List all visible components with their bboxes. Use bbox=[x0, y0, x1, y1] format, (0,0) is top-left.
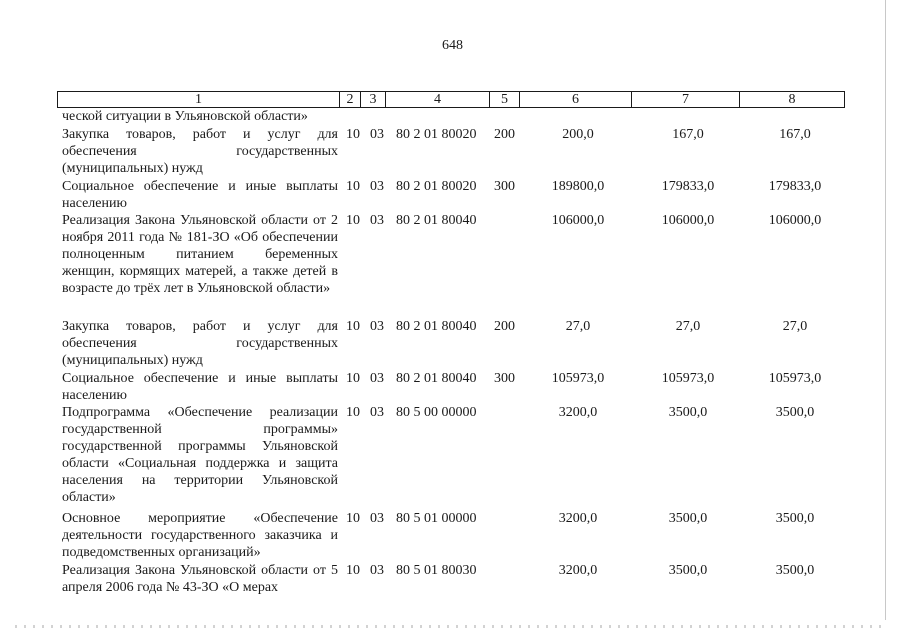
row-col-5: 200 bbox=[494, 127, 515, 142]
row-value-7: 167,0 bbox=[672, 127, 704, 142]
header-col-1: 1 bbox=[58, 92, 340, 107]
row-value-6: 200,0 bbox=[562, 127, 594, 142]
header-col-3: 3 bbox=[361, 92, 386, 107]
row-name: Реализация Закона Ульяновской области от 5 апреля 2006 года № 43-ЗО «О мерах bbox=[62, 563, 338, 595]
row-col-4: 80 2 01 80040 bbox=[396, 319, 477, 334]
row-value-6: 3200,0 bbox=[558, 405, 598, 420]
row-value-6: 3200,0 bbox=[558, 511, 598, 526]
row-col-4: 80 5 01 00000 bbox=[396, 511, 477, 526]
row-value-8: 3500,0 bbox=[775, 405, 815, 420]
row-col-3: 03 bbox=[370, 319, 384, 334]
page-number: 648 bbox=[442, 38, 463, 53]
row-name: ческой ситуации в Ульяновской области» bbox=[62, 109, 308, 124]
row-col-3: 03 bbox=[370, 179, 384, 194]
row-name: Социальное обеспечение и иные выплаты населению bbox=[62, 179, 338, 211]
header-col-6: 6 bbox=[520, 92, 632, 107]
row-name: Закупка товаров, работ и услуг для обеспечения государственных (муниципальных) нужд bbox=[62, 319, 338, 368]
row-name: Подпрограмма «Обеспечение реализации государственной программы» государственной программы Ульяновской области «Социальная поддержка и защита населения на территории Ульяновской области» bbox=[62, 405, 338, 505]
row-col-5: 200 bbox=[494, 319, 515, 334]
row-col-2: 10 bbox=[346, 213, 360, 228]
row-col-3: 03 bbox=[370, 127, 384, 142]
row-col-3: 03 bbox=[370, 511, 384, 526]
column-header-row bbox=[57, 91, 845, 108]
row-col-5: 300 bbox=[494, 179, 515, 194]
row-col-4: 80 2 01 80040 bbox=[396, 371, 477, 386]
row-col-2: 10 bbox=[346, 563, 360, 578]
row-col-4: 80 2 01 80020 bbox=[396, 179, 477, 194]
row-value-6: 3200,0 bbox=[558, 563, 598, 578]
row-col-3: 03 bbox=[370, 213, 384, 228]
row-value-8: 3500,0 bbox=[775, 511, 815, 526]
header-col-4: 4 bbox=[386, 92, 490, 107]
row-value-8: 3500,0 bbox=[775, 563, 815, 578]
row-name: Основное мероприятие «Обеспечение деятельности государственного заказчика и подведомственных организаций» bbox=[62, 511, 338, 560]
header-col-7: 7 bbox=[632, 92, 740, 107]
header-col-8: 8 bbox=[788, 92, 796, 107]
row-col-4: 80 2 01 80020 bbox=[396, 127, 477, 142]
row-value-7: 27,0 bbox=[675, 319, 701, 334]
row-col-2: 10 bbox=[346, 511, 360, 526]
row-col-2: 10 bbox=[346, 127, 360, 142]
header-col-5: 5 bbox=[490, 92, 520, 107]
row-value-8: 27,0 bbox=[782, 319, 808, 334]
row-col-2: 10 bbox=[346, 405, 360, 420]
row-value-6: 189800,0 bbox=[551, 179, 605, 194]
row-col-4: 80 5 01 80030 bbox=[396, 563, 477, 578]
row-col-3: 03 bbox=[370, 405, 384, 420]
row-col-3: 03 bbox=[370, 563, 384, 578]
row-value-8: 167,0 bbox=[779, 127, 811, 142]
row-value-7: 3500,0 bbox=[668, 563, 708, 578]
scan-bottom-edge bbox=[15, 625, 885, 628]
row-value-7: 179833,0 bbox=[661, 179, 715, 194]
row-value-6: 106000,0 bbox=[551, 213, 605, 228]
row-value-6: 105973,0 bbox=[551, 371, 605, 386]
row-value-8: 106000,0 bbox=[768, 213, 822, 228]
row-name: Социальное обеспечение и иные выплаты населению bbox=[62, 371, 338, 403]
row-value-8: 105973,0 bbox=[768, 371, 822, 386]
row-value-7: 3500,0 bbox=[668, 511, 708, 526]
header-col-2: 2 bbox=[340, 92, 361, 107]
row-value-7: 3500,0 bbox=[668, 405, 708, 420]
row-value-8: 179833,0 bbox=[768, 179, 822, 194]
row-name: Закупка товаров, работ и услуг для обеспечения государственных (муниципальных) нужд bbox=[62, 127, 338, 176]
row-col-4: 80 2 01 80040 bbox=[396, 213, 477, 228]
row-col-5: 300 bbox=[494, 371, 515, 386]
row-col-3: 03 bbox=[370, 371, 384, 386]
scan-edge-line bbox=[885, 0, 886, 620]
row-col-2: 10 bbox=[346, 319, 360, 334]
row-col-2: 10 bbox=[346, 179, 360, 194]
row-value-7: 106000,0 bbox=[661, 213, 715, 228]
row-col-2: 10 bbox=[346, 371, 360, 386]
row-name: Реализация Закона Ульяновской области от 2 ноября 2011 года № 181-ЗО «Об обеспечении полноценным питанием беременных женщин, кормящих матерей, а также детей в возрасте до трёх лет в Ульяновской области» bbox=[62, 213, 338, 296]
row-value-7: 105973,0 bbox=[661, 371, 715, 386]
row-col-4: 80 5 00 00000 bbox=[396, 405, 477, 420]
row-value-6: 27,0 bbox=[565, 319, 591, 334]
